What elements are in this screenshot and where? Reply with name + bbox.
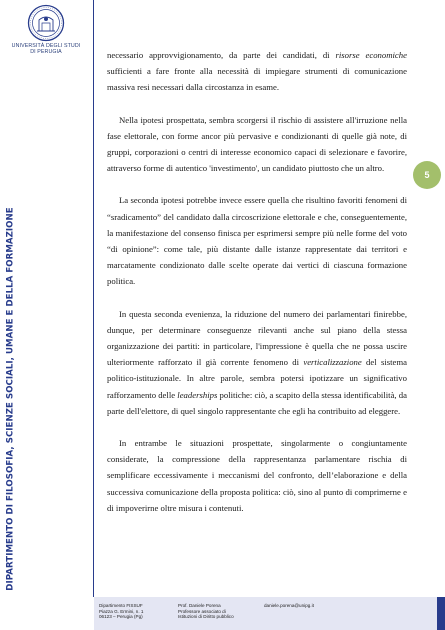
footer-address: Dipartimento FISSUF Piazza G. Ermini, n. 1 06123 – Perugia (Pg) <box>99 603 144 620</box>
department-name: DIPARTIMENTO DI FILOSOFIA, SCIENZE SOCIALI, UMANE E DELLA FORMAZIONE <box>6 206 16 591</box>
footer-band <box>94 597 437 630</box>
department-sidebar <box>2 200 20 597</box>
university-logo <box>6 4 86 56</box>
paragraph: necessario approvvigionamento, da parte dei candidati, di risorse economiche sufficienti a fare fronte alla necessità di impiegare strumenti di comunicazione massiva resi necessari dalla circostanza in esame. <box>107 50 407 93</box>
footer-accent-bar <box>437 597 445 630</box>
emphasis: leaderships <box>177 389 218 400</box>
vertical-rule <box>93 0 94 597</box>
paragraph: In questa seconda evenienza, la riduzione del numero dei parlamentari finirebbe, dunque, per determinare conseguenze rilevanti anche sul piano della stessa organizzazione dei partiti: in particolare, l'impressione è quella che ne possa uscire ulteriormente rafforzato il già corrente fenomeno di verticalizzazione del sistema politico-istituzionale. In altre parole, sembra potersi ipotizzare un significativo rafforzamento delle leaderships politiche: ciò, a scapito della stessa identificabilità, da parte dell'elettore, di quel singolo rappresentante che egli ha contribuito ad eleggere. <box>107 308 407 416</box>
footer-email[interactable]: daniele.porena@unipg.it <box>264 603 314 608</box>
emphasis: verticalizzazione <box>303 357 362 368</box>
university-seal-icon <box>27 4 65 42</box>
emphasis: risorse economiche <box>335 50 407 60</box>
footer-professor: Prof. Daniele Porena Professore associato di Istituzioni di Diritto pubblico <box>178 603 234 620</box>
paragraph: In entrambe le situazioni prospettate, singolarmente o congiuntamente considerate, la compressione della rappresentanza parlamentare rischia di semplificare eccessivamente i meccanismi del confronto, dell’elaborazione e della successiva comunicazione della proposta politica: ciò, sino al punto di comprimerne e di impoverirne oltre misura i contenuti. <box>107 438 407 513</box>
body-text <box>107 47 407 532</box>
paragraph: Nella ipotesi prospettata, sembra scorgersi il rischio di assistere all'irruzione nella fase elettorale, con forme ancor più pervasive e condizionanti di quelle già note, di gruppi, corporazioni o centri di interesse economico capaci di selezionare e favorire, attraverso forme di autentico 'investimento', un candidato piuttosto che un altro. <box>107 114 407 174</box>
page-number-badge: 5 <box>413 161 441 189</box>
university-name: UNIVERSITÀ DEGLI STUDI DI PERUGIA <box>11 43 81 56</box>
paragraph: La seconda ipotesi potrebbe invece essere quella che risultino favoriti fenomeni di “sradicamento” del candidato dalla circoscrizione elettorale e che, conseguentemente, la manifestazione del consenso finisca per esprimersi sempre più nelle forme del voto “di opinione”: come tale, più distante dalle istanze rappresentate dai territori e marcatamente condizionato dalle scelte operate dai vertici di ciascuna formazione politica. <box>107 195 407 287</box>
